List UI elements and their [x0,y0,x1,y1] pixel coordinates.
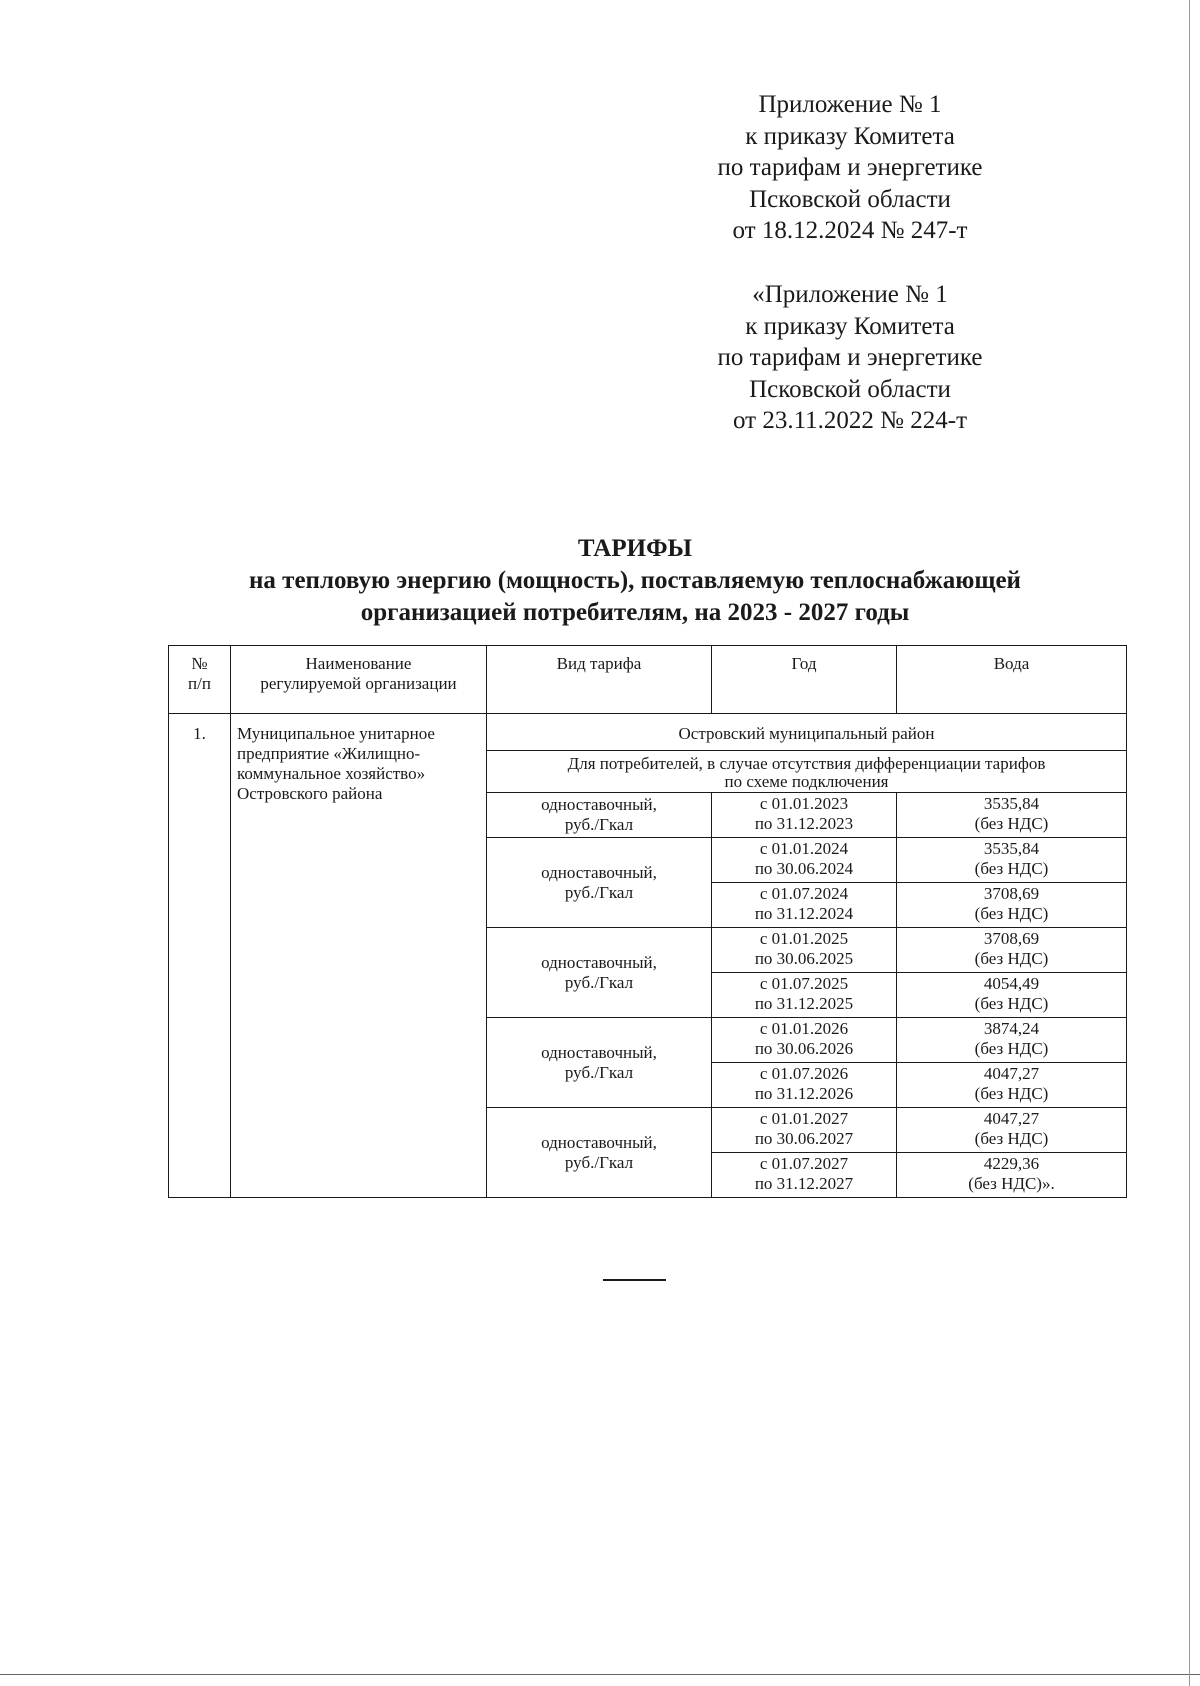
rate-value: 3708,69 [983,929,1040,948]
rate-value: 3708,69 [983,884,1040,903]
tariff-type-line: одноставочный, [541,1042,657,1062]
period-from: с 01.07.2024 [759,884,849,903]
period-from: с 01.01.2027 [759,1109,849,1128]
tariff-type-cell [487,928,712,1018]
tariff-type-cell [487,838,712,928]
tariff-unit-line: руб./Гкал [564,882,634,902]
rate-cell [897,928,1127,973]
consumer-note-line: Для потребителей, в случае отсутствия дифференциации тарифов [567,754,1046,773]
period-from: с 01.01.2024 [759,839,849,858]
rate-value: 4054,49 [983,974,1040,993]
consumer-note [487,751,1127,793]
period-from: с 01.01.2025 [759,929,849,948]
period-to: по 30.06.2026 [754,1039,854,1058]
header-organization-line: регулируемой организации [260,674,457,693]
table-row [169,714,1127,751]
period-to: по 30.06.2025 [754,949,854,968]
appendix-previous-line: от 23.11.2022 № 224-т [732,407,968,434]
rate-vat-note: (без НДС) [974,859,1049,878]
tariff-unit-line: руб./Гкал [564,1152,634,1172]
header-organization [231,646,487,714]
header-number-line: № [191,654,208,673]
rate-cell [897,1153,1127,1198]
period-cell [712,838,897,883]
table-header-row [169,646,1127,714]
appendix-current-line: Псковской области [749,185,951,213]
period-from: с 01.07.2027 [759,1154,849,1173]
rate-cell [897,1108,1127,1153]
period-cell [712,793,897,838]
rate-vat-note: (без НДС)». [968,1174,1055,1193]
appendix-previous-line: к приказу Комитета [745,312,955,340]
title-subheading-line: на тепловую энергию (мощность), поставляемую теплоснабжающей [249,567,1021,594]
organization-name: Муниципальное унитарное предприятие «Жилищно-коммунальное хозяйство» Островского района [231,714,487,1198]
period-to: по 31.12.2024 [754,904,854,923]
period-to: по 31.12.2026 [754,1084,854,1103]
period-cell [712,1108,897,1153]
tariff-type-line: одноставочный, [541,952,657,972]
rate-vat-note: (без НДС) [974,1084,1049,1103]
rate-value: 3535,84 [983,839,1040,858]
period-to: по 31.12.2025 [754,994,854,1013]
document-title [150,533,1120,629]
consumer-note-line: по схеме подключения [724,772,889,791]
appendix-current-line: по тарифам и энергетике [717,154,983,181]
tariff-type-cell [487,1108,712,1198]
header-water: Вода [897,646,1127,714]
rate-vat-note: (без НДС) [974,1039,1049,1058]
tariff-unit-line: руб./Гкал [564,815,634,834]
rate-cell [897,883,1127,928]
scan-edge-bottom [0,1674,1200,1675]
rate-value: 3535,84 [983,794,1040,813]
period-from: с 01.07.2026 [759,1064,849,1083]
period-from: с 01.01.2023 [759,794,849,813]
period-from: с 01.01.2026 [759,1019,849,1038]
row-number: 1. [169,714,231,1198]
period-cell [712,1018,897,1063]
period-to: по 31.12.2027 [754,1174,854,1193]
tariff-type-line: одноставочный, [541,1132,657,1152]
rate-vat-note: (без НДС) [974,1129,1049,1148]
rate-vat-note: (без НДС) [974,994,1049,1013]
period-cell [712,883,897,928]
tariff-type-cell [487,793,712,838]
rate-vat-note: (без НДС) [974,949,1049,968]
appendix-current-line: от 18.12.2024 № 247-т [732,217,968,244]
header-number [169,646,231,714]
rate-value: 3874,24 [983,1019,1040,1038]
tariff-table [168,645,1127,1198]
appendix-previous-line: Псковской области [749,375,951,403]
rate-cell [897,838,1127,883]
header-tariff-type: Вид тарифа [487,646,712,714]
appendix-current-header [650,89,1050,247]
tariff-unit-line: руб./Гкал [564,1062,634,1082]
rate-vat-note: (без НДС) [974,814,1049,833]
appendix-current-line: Приложение № 1 [758,91,942,118]
rate-cell [897,973,1127,1018]
period-to: по 30.06.2024 [754,859,854,878]
period-cell [712,1063,897,1108]
appendix-previous-header [650,279,1050,437]
period-to: по 31.12.2023 [754,814,854,833]
rate-cell [897,793,1127,838]
appendix-previous-line: по тарифам и энергетике [717,344,983,371]
period-cell [712,928,897,973]
rate-vat-note: (без НДС) [974,904,1049,923]
header-number-line: п/п [188,674,211,693]
period-cell [712,973,897,1018]
scan-edge-right [1189,0,1190,1686]
title-subheading-line: организацией потребителям, на 2023 - 2027 годы [360,599,910,626]
appendix-current-line: к приказу Комитета [745,122,955,150]
rate-value: 4047,27 [983,1064,1040,1083]
rate-cell [897,1063,1127,1108]
rate-value: 4229,36 [983,1154,1040,1173]
header-organization-line: Наименование [305,654,412,673]
rate-value: 4047,27 [983,1109,1040,1128]
tariff-type-line: одноставочный, [541,862,657,882]
end-of-document-rule [603,1279,666,1281]
header-year: Год [712,646,897,714]
tariff-type-line: одноставочный, [541,795,657,814]
period-cell [712,1153,897,1198]
title-heading: ТАРИФЫ [577,535,693,562]
period-to: по 30.06.2027 [754,1129,854,1148]
appendix-previous-line: «Приложение № 1 [752,281,948,308]
period-from: с 01.07.2025 [759,974,849,993]
tariff-unit-line: руб./Гкал [564,972,634,992]
region-name: Островский муниципальный район [487,714,1127,751]
rate-cell [897,1018,1127,1063]
tariff-type-cell [487,1018,712,1108]
